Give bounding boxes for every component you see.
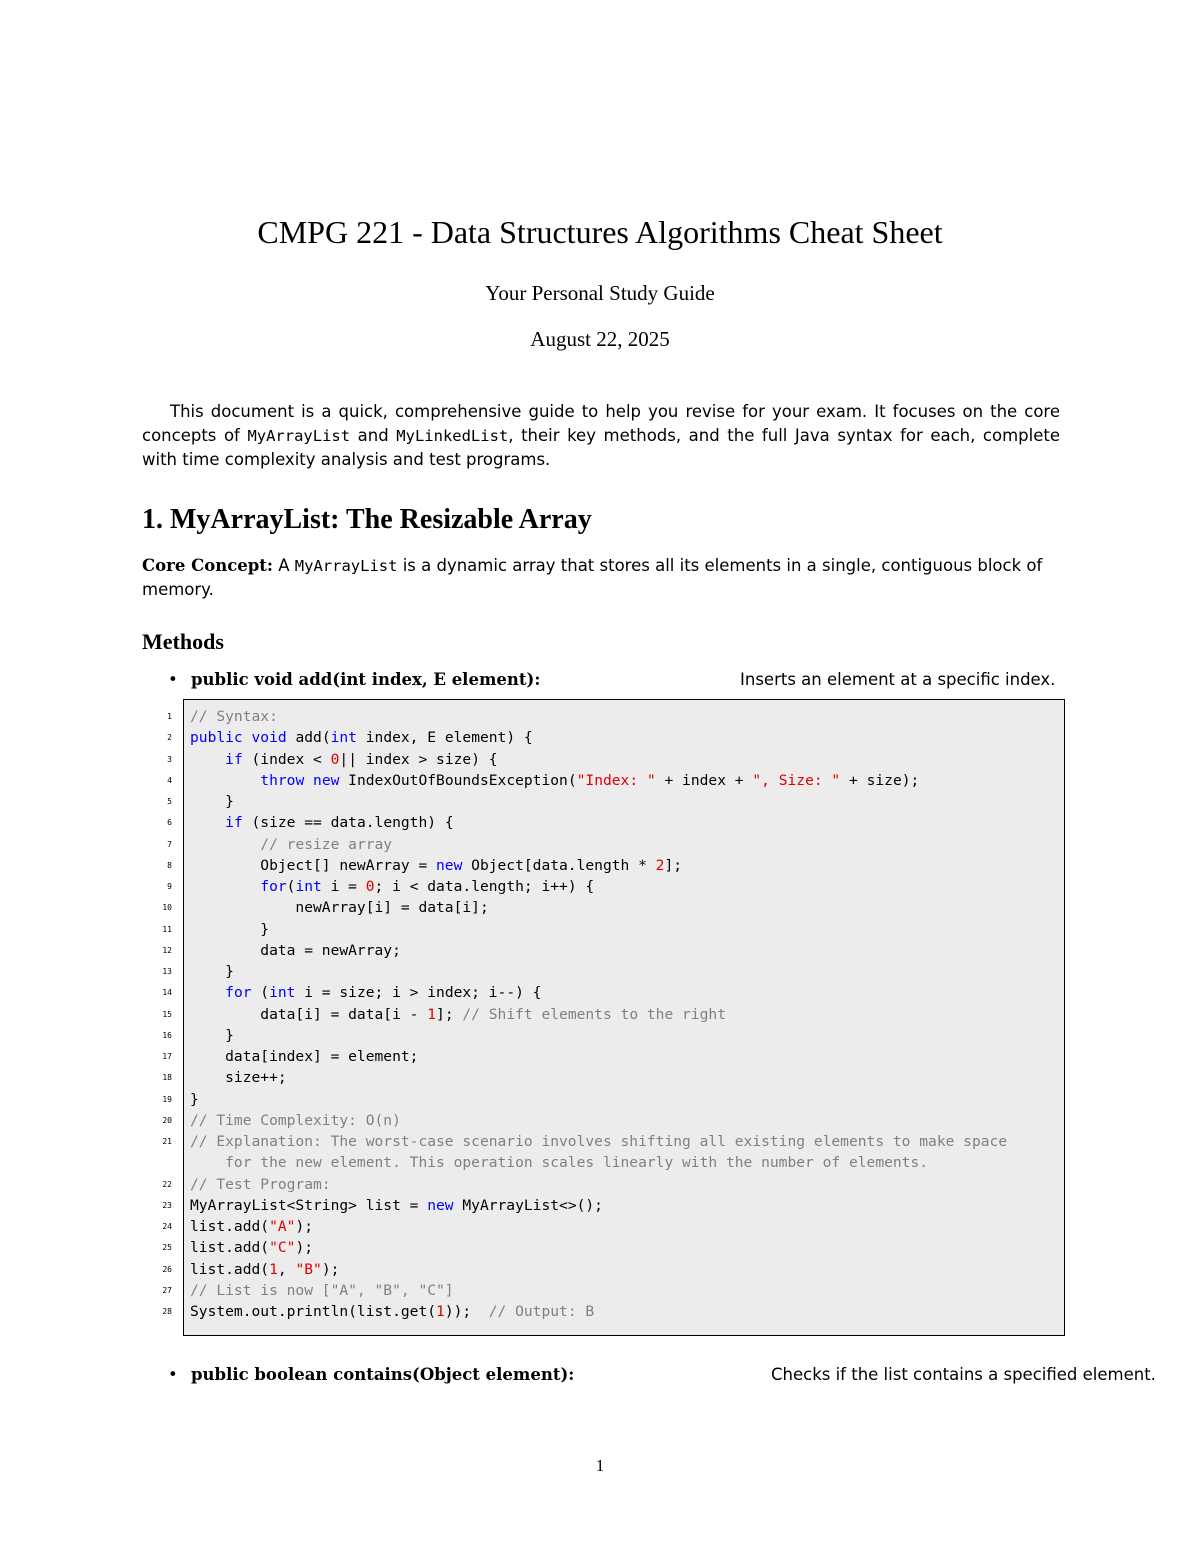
- code-text: data[i] = data[i -: [190, 1006, 428, 1023]
- methods-heading: Methods: [142, 629, 224, 654]
- code-keyword: if: [225, 751, 243, 768]
- code-text: list.add(: [190, 1218, 270, 1235]
- code-text: + index +: [655, 772, 753, 789]
- code-keyword: for: [225, 984, 252, 1001]
- code-line: [190, 1301, 594, 1322]
- code-comment: for the new element. This operation scales linearly with the number of elements.: [190, 1154, 929, 1171]
- code-keyword: public: [190, 729, 243, 746]
- code-text: [190, 751, 225, 768]
- code-text: (size == data.length) {: [242, 814, 454, 831]
- document-date: August 22, 2025: [530, 327, 670, 351]
- code-comment: // Syntax:: [190, 708, 278, 725]
- document-title: CMPG 221 - Data Structures Algorithms Cheat Sheet: [257, 214, 943, 250]
- section-heading: 1. MyArrayList: The Resizable Array: [142, 504, 592, 535]
- code-comment: // Shift elements to the right: [462, 1006, 726, 1023]
- code-string: "Index: ": [576, 772, 656, 789]
- code-line: [190, 919, 269, 940]
- code-text: [243, 729, 252, 746]
- line-number: 2: [167, 733, 172, 742]
- code-keyword: for: [260, 878, 287, 895]
- code-text: ));: [444, 1303, 489, 1320]
- code-text: [190, 984, 225, 1001]
- code-string: ", Size: ": [752, 772, 841, 789]
- code-text: }: [190, 1027, 234, 1044]
- code-comment: // List is now ["A", "B", "C"]: [190, 1282, 454, 1299]
- line-number: 5: [167, 797, 172, 806]
- code-comment: // Explanation: The worst-case scenario involves shifting all existing elements to make space: [190, 1133, 1008, 1150]
- line-number: 12: [162, 946, 172, 955]
- code-line: [190, 1195, 603, 1216]
- code-number: 1: [436, 1303, 445, 1320]
- line-number: 21: [162, 1137, 172, 1146]
- code-line: [190, 1280, 454, 1301]
- code-text: }: [190, 1091, 199, 1108]
- code-line: [190, 1259, 339, 1280]
- code-line: [190, 1110, 401, 1131]
- code-line: [190, 770, 919, 791]
- code-text: }: [190, 963, 234, 980]
- code-text: }: [190, 793, 234, 810]
- code-text: list.add(: [190, 1239, 270, 1256]
- line-number: 11: [162, 925, 172, 934]
- code-text: );: [321, 1261, 340, 1278]
- code-string: "B": [295, 1261, 322, 1278]
- intro-text-1: This document is a quick, comprehensive guide to help you revise for your exam. It focuses on the core concepts of: [142, 402, 1060, 445]
- code-text: ; i < data.length; i++) {: [374, 878, 595, 895]
- code-number: 0: [330, 751, 340, 768]
- code-keyword: void: [251, 729, 287, 746]
- code-text: data[index] = element;: [190, 1048, 419, 1065]
- code-text: (index <: [242, 751, 331, 768]
- code-text: (: [251, 984, 270, 1001]
- line-number: 18: [162, 1073, 172, 1082]
- code-text: ,: [277, 1261, 296, 1278]
- line-number: 24: [162, 1222, 172, 1231]
- core-concept-label: Core Concept:: [142, 556, 274, 575]
- code-text: (: [286, 878, 296, 895]
- code-line: [190, 706, 278, 727]
- line-number: 14: [162, 988, 172, 997]
- code-keyword: int: [295, 878, 322, 895]
- code-text: IndexOutOfBoundsException(: [339, 772, 577, 789]
- core-code-myarraylist: MyArrayList: [294, 557, 398, 575]
- code-keyword: new: [313, 772, 340, 789]
- line-number: 4: [167, 776, 172, 785]
- code-line: [190, 1216, 313, 1237]
- code-text: MyArrayList<>();: [453, 1197, 603, 1214]
- code-text: data = newArray;: [190, 942, 401, 959]
- method-signature: public boolean contains(Object element):: [191, 1365, 575, 1384]
- line-number: 7: [167, 840, 172, 849]
- page-number: 1: [595, 1456, 605, 1475]
- code-comment: // Test Program:: [190, 1176, 331, 1193]
- code-text: Object[] newArray =: [190, 857, 437, 874]
- code-text: Object[data.length *: [462, 857, 656, 874]
- line-number: 26: [162, 1265, 172, 1274]
- code-line: [190, 1089, 199, 1110]
- code-line: [190, 1152, 928, 1173]
- code-text: ];: [436, 1006, 463, 1023]
- code-comment: // Output: B: [488, 1303, 595, 1320]
- bullet-icon: •: [168, 1365, 178, 1384]
- core-concept-paragraph: [142, 554, 1060, 602]
- code-keyword: int: [269, 984, 296, 1001]
- line-number: 20: [162, 1116, 172, 1125]
- code-number: 1: [427, 1006, 437, 1023]
- line-number: 8: [167, 861, 172, 870]
- code-text: i = size; i > index; i--) {: [295, 984, 542, 1001]
- code-text: System.out.println(list.get(: [190, 1303, 437, 1320]
- line-number: 15: [162, 1010, 172, 1019]
- code-text: [190, 878, 260, 895]
- code-text: || index > size) {: [339, 751, 498, 768]
- intro-text-2: and: [350, 425, 397, 445]
- code-text: MyArrayList<String> list =: [190, 1197, 428, 1214]
- code-number: 0: [365, 878, 375, 895]
- line-number: 16: [162, 1031, 172, 1040]
- core-text-1: A: [273, 556, 295, 575]
- method-description: Inserts an element at a specific index.: [740, 670, 1056, 689]
- code-keyword: new: [436, 857, 463, 874]
- code-line: [190, 727, 533, 748]
- line-number: 23: [162, 1201, 172, 1210]
- intro-code-mylinkedlist: MyLinkedList: [396, 426, 509, 445]
- line-number: 3: [167, 755, 172, 764]
- code-line: [190, 1067, 287, 1088]
- code-line: [190, 1046, 418, 1067]
- method-signature: public void add(int index, E element):: [191, 670, 541, 689]
- intro-paragraph: [142, 400, 1060, 472]
- line-number: 9: [167, 882, 172, 891]
- code-text: newArray[i] = data[i];: [190, 899, 489, 916]
- line-number: 6: [167, 818, 172, 827]
- code-text: + size);: [840, 772, 920, 789]
- line-number: 19: [162, 1095, 172, 1104]
- code-text: i =: [321, 878, 366, 895]
- core-text-2: is a dynamic array that stores all its elements in a single, contiguous block of memory.: [142, 556, 1043, 599]
- code-text: [304, 772, 313, 789]
- line-number: 22: [162, 1180, 172, 1189]
- line-number: 10: [162, 903, 172, 912]
- intro-code-myarraylist: MyArrayList: [247, 426, 351, 445]
- code-line: [190, 961, 234, 982]
- intro-text-3: , their key methods, and the full Java syntax for each, complete with time complexity analysis and test programs.: [142, 425, 1061, 469]
- code-text: ];: [664, 857, 683, 874]
- code-number: 2: [655, 857, 665, 874]
- code-text: );: [295, 1218, 314, 1235]
- code-line: [190, 1174, 331, 1195]
- code-keyword: new: [427, 1197, 454, 1214]
- method-description: Checks if the list contains a specified element.: [771, 1365, 1156, 1384]
- code-text: [190, 836, 260, 853]
- line-number: 28: [162, 1307, 172, 1316]
- code-text: [190, 814, 225, 831]
- line-number: 13: [162, 967, 172, 976]
- code-line: [190, 1131, 1007, 1152]
- code-line: [190, 982, 541, 1003]
- line-number: 25: [162, 1243, 172, 1252]
- code-line: [190, 1025, 234, 1046]
- document-subtitle: Your Personal Study Guide: [485, 281, 715, 305]
- code-keyword: if: [225, 814, 243, 831]
- code-number: 1: [269, 1261, 278, 1278]
- code-keyword: throw: [260, 772, 305, 789]
- line-number: 17: [162, 1052, 172, 1061]
- code-text: [190, 772, 260, 789]
- code-line: [190, 791, 234, 812]
- line-number: 27: [162, 1286, 172, 1295]
- code-text: list.add(: [190, 1261, 270, 1278]
- code-string: "C": [269, 1239, 296, 1256]
- code-comment: // resize array: [260, 836, 393, 853]
- code-line: [190, 940, 401, 961]
- code-line: [190, 876, 594, 897]
- code-text: index, E element) {: [356, 729, 533, 746]
- code-text: );: [295, 1239, 314, 1256]
- code-line: [190, 834, 392, 855]
- code-text: }: [190, 921, 270, 938]
- code-line: [190, 1237, 313, 1258]
- code-line: [190, 897, 489, 918]
- code-line: [190, 749, 498, 770]
- bullet-icon: •: [168, 670, 178, 689]
- code-line: [190, 1004, 726, 1025]
- code-keyword: int: [330, 729, 357, 746]
- code-line: [190, 855, 682, 876]
- code-text: size++;: [190, 1069, 287, 1086]
- code-string: "A": [269, 1218, 296, 1235]
- line-number: 1: [167, 712, 172, 721]
- code-line: [190, 812, 454, 833]
- code-text: add(: [286, 729, 331, 746]
- code-comment: // Time Complexity: O(n): [190, 1112, 401, 1129]
